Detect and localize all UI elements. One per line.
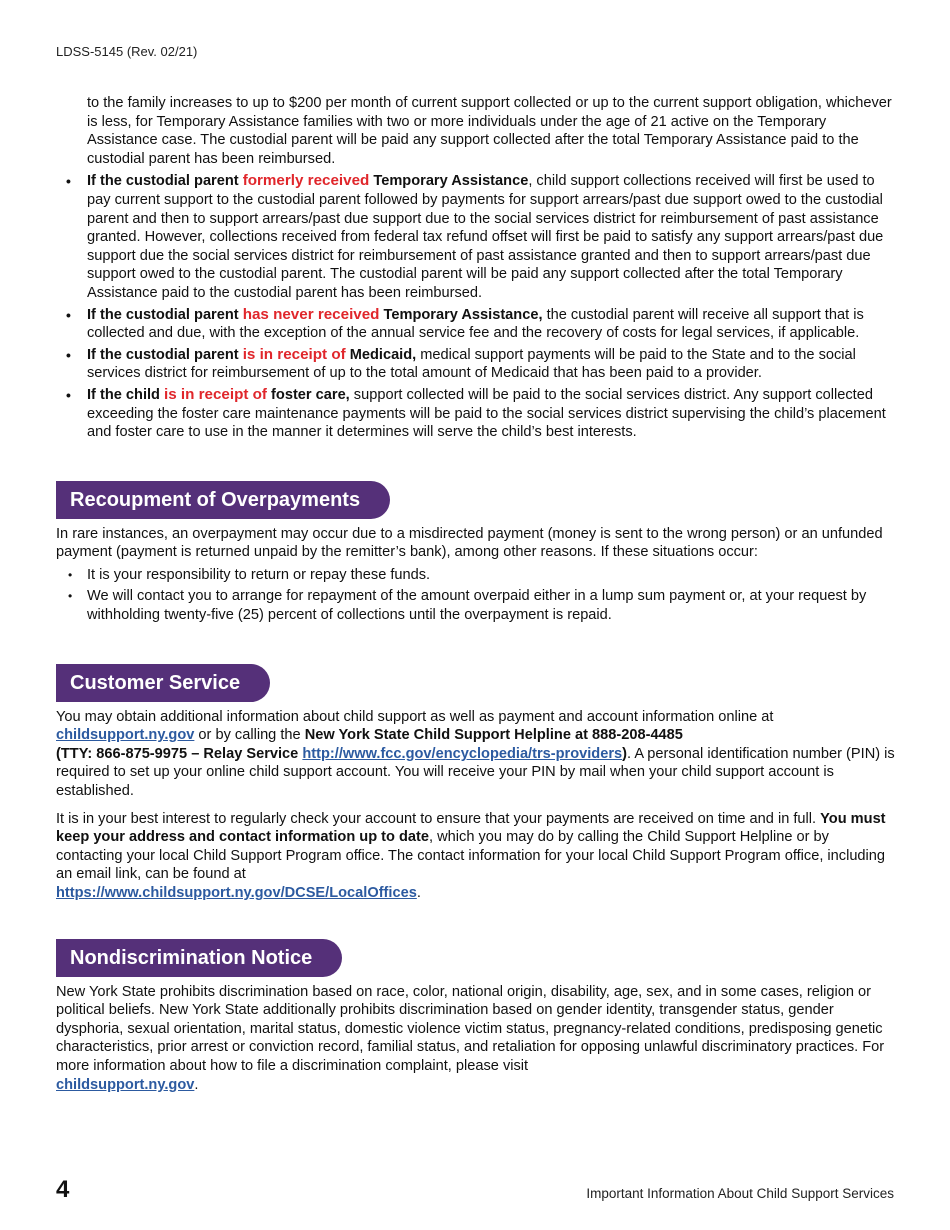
tty-number: (TTY: 866-875-9975 – Relay Service — [56, 745, 303, 762]
rule-subject: Temporary Assistance, — [379, 306, 543, 323]
intro-continuation: to the family increases to up to $200 per month of current support collected or up to the current support obligation, whichever is less, for Temporary Assistance families with two or more individuals under the age of 21 active on the Temporary Assistance case. The custodial parent will be paid any support collected after the total Temporary Assistance paid to the custodial parent has been reimbursed. — [87, 95, 892, 167]
rule-medicaid — [56, 346, 896, 383]
rule-lead: If the custodial parent — [87, 173, 243, 190]
rule-subject: Temporary Assistance — [369, 173, 529, 190]
section-heading-recoupment: Recoupment of Overpayments — [56, 481, 390, 519]
rule-lead: If the custodial parent — [87, 306, 243, 323]
form-identifier: LDSS-5145 (Rev. 02/21) — [56, 44, 198, 59]
customer-service-paragraph-2 — [56, 810, 896, 903]
text-run: You may obtain additional information about child support as well as payment and account information online at — [56, 708, 774, 725]
page-content — [56, 94, 896, 1094]
section-heading-nondiscrimination: Nondiscrimination Notice — [56, 939, 342, 977]
recoupment-intro: In rare instances, an overpayment may occur due to a misdirected payment (money is sent to the wrong person) or an unfunded payment (payment is returned unpaid by the remitter’s bank), among other reasons. If these situations occur: — [56, 525, 883, 561]
text-run: , which you may do by calling the Child Support Helpline or by contacting your local Child Support Program office. The contact information for your local Child Support Program office, including an email link, can be found at — [56, 829, 886, 883]
recoupment-list — [56, 566, 896, 625]
rule-highlight: is in receipt of — [242, 345, 346, 363]
text-run: . A personal identification number (PIN) is required to set up your online child support account. You will receive your PIN by mail when your child support account is established. — [56, 745, 895, 800]
local-offices-link[interactable]: https://www.childsupport.ny.gov/DCSE/LocalOffices — [56, 885, 417, 901]
rule-lead: If the child — [87, 386, 165, 403]
rule-highlight: formerly received — [242, 172, 370, 190]
rule-body: the custodial parent will receive all support that is collected and due, with the exception of the annual service fee and the recovery of costs for legal services, if applicable. — [87, 306, 864, 342]
page-number: 4 — [56, 1176, 70, 1203]
tty-close: ) — [622, 745, 628, 762]
nondiscrimination-paragraph — [56, 983, 896, 1095]
contact-info-emphasis: You must keep your address and contact information up to date — [56, 810, 886, 846]
list-item: • We will contact you to arrange for repayment of the amount overpaid either in a lump sum payment or, at your request by withholding twenty-five (25) percent of collections until the overpayment is repaid. — [56, 587, 896, 624]
rule-body: support collected will be paid to the social services district. Any support collected exceeding the foster care maintenance payments will be paid to the social services district supervising the child’s placement and foster care to use in the manner it determines will serve the child’s best interests. — [87, 386, 886, 441]
section-heading-customer-service: Customer Service — [56, 664, 270, 702]
rule-highlight: has never received — [242, 305, 380, 323]
relay-service-link[interactable]: http://www.fcc.gov/encyclopedia/trs-providers — [302, 745, 623, 762]
rule-subject: foster care, — [267, 386, 350, 403]
text-run: New York State prohibits discrimination based on race, color, national origin, disability, age, sex, and in some cases, religion or political beliefs. New York State additionally prohibits discrimination based on gender identity, transgender status, gender dysphoria, sexual orientation, marital status, domestic violence victim status, pregnancy-related conditions, predisposing genetic characteristics, prior arrest or conviction record, familial status, and retaliation for opposing unlawful discriminatory practices. For more information about how to file a discrimination complaint, please visit — [56, 983, 885, 1074]
childsupport-link[interactable]: childsupport.ny.gov — [56, 727, 195, 744]
distribution-rules-list — [56, 172, 896, 441]
rule-formerly-received — [56, 172, 896, 302]
list-item: • It is your responsibility to return or repay these funds. — [56, 566, 896, 585]
rule-lead: If the custodial parent — [87, 346, 243, 363]
footer-title: Important Information About Child Support Services — [586, 1186, 894, 1201]
text-run: . — [416, 885, 421, 901]
text-run: or by calling the — [194, 727, 305, 744]
rule-subject: Medicaid, — [345, 346, 417, 363]
helpline-number: New York State Child Support Helpline at 888-208-4485 — [304, 727, 683, 744]
rule-foster-care — [56, 386, 896, 442]
childsupport-link[interactable]: childsupport.ny.gov — [56, 1076, 195, 1093]
text-run: It is in your best interest to regularly check your account to ensure that your payments are received on time and in full. — [56, 810, 821, 827]
rule-body: , child support collections received will first be used to pay current support to the custodial parent followed by payments for support arrears/past due support owed to the custodial parent and then to support arrears/past due support due to the social services district for reimbursement of past assistance granted. However, collections received from federal tax refund offset will first be paid to satisfy any support arrears/past due support due the social services district for reimbursement of past assistance granted and then to support arrears/past due support owed to the custodial parent. The custodial parent will be paid any support collected after the total Temporary Assistance paid to the custodial parent has been reimbursed. — [87, 173, 884, 301]
rule-body: medical support payments will be paid to the State and to the social services district for reimbursement of up to the total amount of Medicaid that has been paid to a provider. — [87, 346, 856, 382]
rule-never-received — [56, 306, 896, 343]
rule-highlight: is in receipt of — [164, 385, 267, 403]
text-run: . — [194, 1076, 199, 1093]
customer-service-paragraph-1 — [56, 708, 896, 801]
